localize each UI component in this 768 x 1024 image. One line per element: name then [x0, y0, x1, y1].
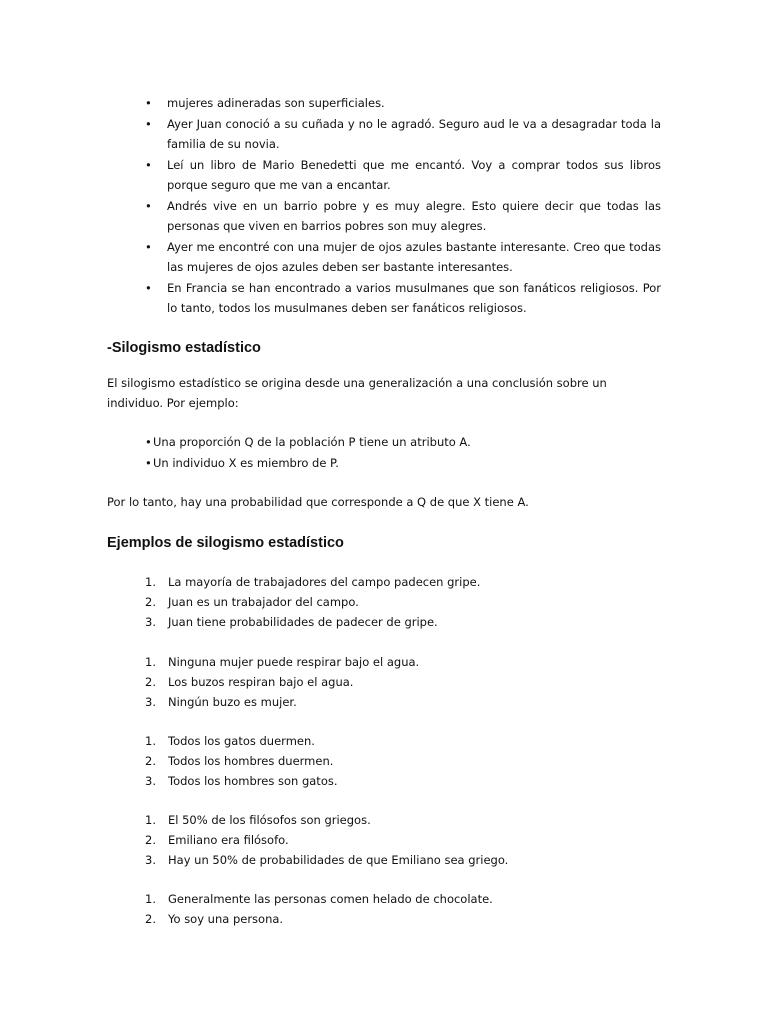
bullet-list-fallacies — [145, 93, 661, 319]
intro-paragraph: El silogismo estadístico se origina desde una generalización a una conclusión sobre un individuo. Por ejemplo: — [107, 376, 607, 410]
list-item: 3. Ningún buzo es mujer. — [145, 692, 419, 712]
item-number: 2. — [145, 675, 156, 689]
bullet-icon: • — [145, 239, 152, 254]
example-list-5 — [145, 889, 493, 929]
example-list-2 — [145, 652, 419, 712]
list-item: 1. Generalmente las personas comen helado de chocolate. — [145, 889, 493, 909]
bullet-icon: • — [145, 280, 152, 295]
list-item: 1. El 50% de los filósofos son griegos. — [145, 810, 508, 830]
item-number: 2. — [145, 595, 156, 609]
item-number: 1. — [145, 734, 156, 748]
list-item: 3. Hay un 50% de probabilidades de que Emiliano sea griego. — [145, 850, 508, 870]
list-item: 2. Yo soy una persona. — [145, 909, 493, 929]
list-item: • Andrés vive en un barrio pobre y es muy alegre. Esto quiere decir que todas las personas que viven en barrios pobres son muy alegres. — [145, 196, 661, 237]
list-item: • Ayer Juan conoció a su cuñada y no le agradó. Seguro aud le va a desagradar toda la familia de su novia. — [145, 114, 661, 155]
list-item: 3. Todos los hombres son gatos. — [145, 771, 338, 791]
item-number: 2. — [145, 912, 156, 926]
list-item: 3. Juan tiene probabilidades de padecer de gripe. — [145, 612, 480, 632]
list-item: • En Francia se han encontrado a varios musulmanes que son fanáticos religiosos. Por lo tanto, todos los musulmanes deben ser fanáticos religiosos. — [145, 278, 661, 319]
item-number: 3. — [145, 853, 156, 867]
list-item: 1. La mayoría de trabajadores del campo padecen gripe. — [145, 572, 480, 592]
item-number: 3. — [145, 695, 156, 709]
premise-list — [145, 432, 471, 473]
list-item: • Un individuo X es miembro de P. — [145, 453, 471, 474]
list-item: • Una proporción Q de la población P tiene un atributo A. — [145, 432, 471, 453]
list-item: • Ayer me encontré con una mujer de ojos azules bastante interesante. Creo que todas las mujeres de ojos azules deben ser bastante interesantes. — [145, 237, 661, 278]
bullet-icon: • — [145, 157, 152, 172]
bullet-icon: • — [145, 198, 152, 213]
section-heading-ejemplos: Ejemplos de silogismo estadístico — [107, 535, 344, 551]
item-number: 1. — [145, 892, 156, 906]
list-item: • mujeres adineradas son superficiales. — [145, 93, 661, 114]
list-item: 2. Todos los hombres duermen. — [145, 751, 338, 771]
item-number: 2. — [145, 754, 156, 768]
item-number: 1. — [145, 655, 156, 669]
list-item: 2. Los buzos respiran bajo el agua. — [145, 672, 419, 692]
list-item: 2. Juan es un trabajador del campo. — [145, 592, 480, 612]
bullet-icon: • — [145, 96, 152, 110]
item-number: 3. — [145, 615, 156, 629]
bullet-icon: • — [145, 435, 152, 449]
bullet-icon: • — [145, 455, 152, 470]
list-item: 1. Ninguna mujer puede respirar bajo el agua. — [145, 652, 419, 672]
item-number: 3. — [145, 774, 156, 788]
list-item: 2. Emiliano era filósofo. — [145, 830, 508, 850]
conclusion-paragraph: Por lo tanto, hay una probabilidad que corresponde a Q de que X tiene A. — [107, 495, 529, 509]
item-number: 1. — [145, 575, 156, 589]
bullet-icon: • — [145, 116, 152, 131]
list-item: 1. Todos los gatos duermen. — [145, 731, 338, 751]
section-heading-silogismo: -Silogismo estadístico — [107, 340, 261, 356]
example-list-3 — [145, 731, 338, 791]
item-number: 2. — [145, 833, 156, 847]
item-number: 1. — [145, 813, 156, 827]
list-item: • Leí un libro de Mario Benedetti que me encantó. Voy a comprar todos sus libros porque seguro que me van a encantar. — [145, 155, 661, 196]
example-list-4 — [145, 810, 508, 870]
example-list-1 — [145, 572, 480, 632]
